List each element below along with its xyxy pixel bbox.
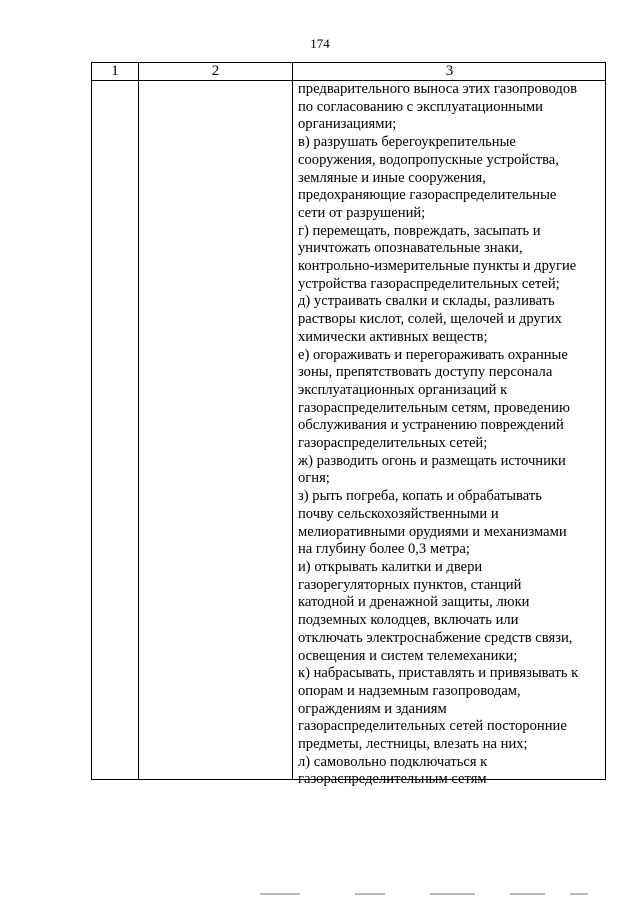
text-line: организациями; xyxy=(298,116,397,133)
table-header-row xyxy=(92,63,605,81)
text-line: зоны, препятствовать доступу персонала xyxy=(298,364,553,381)
text-line: предохраняющие газораспределительные xyxy=(298,187,557,204)
text-line: устройства газораспределительных сетей; xyxy=(298,275,560,292)
text-line: отключать электроснабжение средств связи, xyxy=(298,629,573,646)
text-line: почву сельскохозяйственными и xyxy=(298,505,499,522)
column-header-1: 1 xyxy=(111,63,119,79)
text-line: г) перемещать, повреждать, засыпать и xyxy=(298,222,541,239)
text-line: газораспределительным сетям, проведению xyxy=(298,399,570,416)
text-line: освещения и систем телемеханики; xyxy=(298,647,518,664)
text-line: сооружения, водопропускные устройства, xyxy=(298,151,559,168)
page-number: 174 xyxy=(310,36,330,51)
column-divider-1 xyxy=(138,63,139,779)
text-line: контрольно-измерительные пункты и другие xyxy=(298,258,577,275)
text-line: земляные и иные сооружения, xyxy=(298,169,486,186)
text-line: обслуживания и устранению повреждений xyxy=(298,417,564,434)
text-line: ограждениям и зданиям xyxy=(298,700,447,717)
text-line: уничтожать опознавательные знаки, xyxy=(298,240,523,257)
text-line: газораспределительных сетей посторонние xyxy=(298,718,567,735)
text-line: в) разрушать берегоукрепительные xyxy=(298,134,516,151)
text-line: газораспределительным сетям xyxy=(298,771,487,788)
text-line: газораспределительных сетей; xyxy=(298,435,488,452)
text-line: эксплуатационных организаций к xyxy=(298,381,508,398)
text-line: опорам и надземным газопроводам, xyxy=(298,682,521,699)
column-divider-2 xyxy=(292,63,293,779)
text-line: на глубину более 0,3 метра; xyxy=(298,541,470,558)
text-line: подземных колодцев, включать или xyxy=(298,612,519,629)
text-line: сети от разрушений; xyxy=(298,204,426,221)
text-line: катодной и дренажной защиты, люки xyxy=(298,594,530,611)
text-line: к) набрасывать, приставлять и привязывать к xyxy=(298,665,579,682)
text-line: л) самовольно подключаться к xyxy=(298,753,488,770)
text-line: е) огораживать и перегораживать охранные xyxy=(298,346,568,363)
document-table xyxy=(91,62,606,788)
text-line: химически активных веществ; xyxy=(298,328,488,345)
text-line: ж) разводить огонь и размещать источники xyxy=(298,452,566,469)
text-line: д) устраивать свалки и склады, разливать xyxy=(298,293,555,310)
column-header-3: 3 xyxy=(445,63,454,79)
text-line: по согласованию с эксплуатационными xyxy=(298,98,543,115)
scan-artifact-marks xyxy=(260,893,590,897)
text-line: газорегуляторных пунктов, станций xyxy=(298,576,522,593)
text-line: огня; xyxy=(298,470,330,487)
text-line: предметы, лестницы, влезать на них; xyxy=(298,736,528,753)
text-line: растворы кислот, солей, щелочей и других xyxy=(298,311,562,328)
column-3-text xyxy=(298,81,604,789)
text-line: з) рыть погреба, копать и обрабатывать xyxy=(298,488,542,505)
text-line: предварительного выноса этих газопроводов xyxy=(298,81,578,97)
column-header-2: 2 xyxy=(211,63,220,79)
text-line: мелиоративными орудиями и механизмами xyxy=(298,523,567,540)
text-line: и) открывать калитки и двери xyxy=(298,558,483,575)
